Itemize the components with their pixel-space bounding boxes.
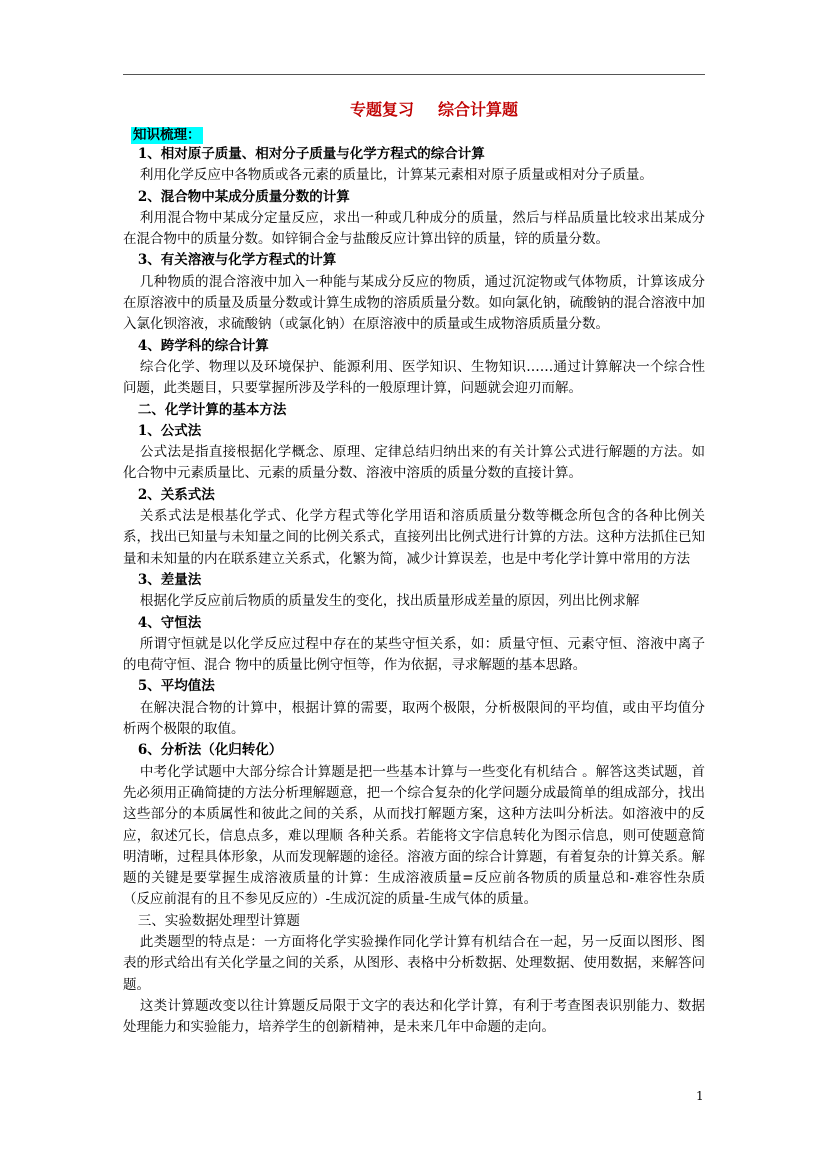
section-heading: 6、分析法（化归转化）: [137, 742, 283, 759]
paragraph: 公式法是指直接根据化学概念、原理、定律总结归纳出来的有关计算公式进行解题的方法。如化合物中元素质量比、元素的质量分数、溶液中溶质的质量分数的直接计算。: [123, 444, 705, 482]
paragraph: 利用化学反应中各物质或各元素的质量比，计算某元素相对原子质量或相对分子质量。: [139, 167, 653, 184]
paragraph: 利用混合物中某成分定量反应，求出一种或几种成分的质量，然后与样品质量比较求出某成分在混合物中的质量分数。如锌铜合金与盐酸反应计算出锌的质量，锌的质量分数。: [123, 209, 705, 248]
header-rule: [123, 74, 705, 75]
knowledge-label: 知识梳理：: [133, 127, 201, 143]
paragraph: 这类计算题改变以往计算题反局限于文字的表达和化学计算，有利于考查图表识别能力、数据处理能力和实验能力，培养学生的创新精神，是未来几年中命题的走向。: [123, 997, 705, 1036]
section-heading: 5、平均值法: [137, 678, 215, 695]
section-heading: 2、关系式法: [137, 486, 215, 503]
paragraph: 所谓守恒就是以化学反应过程中存在的某些守恒关系，如：质量守恒、元素守恒、溶液中离子的电荷守恒、混合 物中的质量比例守恒等，作为依据，寻求解题的基本思路。: [123, 635, 705, 674]
paragraph: 综合化学、物理以及环境保护、能源利用、医学知识、生物知识……通过计算解决一个综合性问题，此类题目，只要掌握所涉及学科的一般原理计算，问题就会迎刃而解。: [123, 358, 705, 397]
paragraph: 此类题型的特点是：一方面将化学实验操作同化学计算有机结合在一起，另一反面以图形、图表的形式给出有关化学量之间的关系，从图形、表格中分析数据、处理数据、使用数据，来解答问题。: [123, 933, 705, 993]
paragraph: 几种物质的混合溶液中加入一种能与某成分反应的物质，通过沉淀物或气体物质，计算该成分在原溶液中的质量及质量分数或计算生成物的溶质质量分数。如向氯化钠，硫酸钠的混合溶液中加入氯化钡溶液，求硫酸钠（或氯化钠）在原溶液中的质量或生成物溶质质量分数。: [123, 273, 705, 333]
section-heading: 3、差量法: [137, 571, 202, 588]
paragraph: 根据化学反应前后物质的质量发生的变化，找出质量形成差量的原因，列出比例求解: [139, 593, 640, 610]
section-heading: 二、化学计算的基本方法: [137, 401, 287, 418]
section-heading: 1、公式法: [137, 422, 202, 439]
section-heading: 4、守恒法: [137, 614, 202, 631]
paragraph: 在解决混合物的计算中，根据计算的需要，取两个极限，分析极限间的平均值，或由平均值分析两个极限的取值。: [123, 699, 705, 738]
page-content: [123, 98, 705, 1038]
section-heading: 三、实验数据处理型计算题: [137, 912, 300, 929]
paragraph: 中考化学试题中大部分综合计算题是把一些基本计算与一些变化有机结合 。解答这类试题，首先必须用正确简捷的方法分析理解题意，把一个综合复杂的化学问题分成最简单的组成部分，找出这些部分的本质属性和彼此之间的关系，从而找打解题方案，这种方法叫分析法。如溶液中的反应，叙述冗长，信息点多，难以理顺 各种关系。若能将文字信息转化为图示信息，则可使题意简明清晰，过程具体形象，从而发现解题的途径。溶液方面的综合计算题，有着复杂的计算关系。解题的关键是要掌握生成溶液质量的计算：生成溶液质量=反应前各物质的质量总和-难容性杂质（反应前混有的且不参见反应的）-生成沉淀的质量-生成气体的质量。: [123, 763, 705, 908]
section-heading: 2、混合物中某成分质量分数的计算: [137, 188, 350, 205]
title-part-2: 综合计算题: [438, 100, 519, 119]
section-heading: 1、相对原子质量、相对分子质量与化学方程式的综合计算: [137, 146, 485, 162]
title-part-1: 专题复习: [349, 100, 414, 119]
page-title: [123, 98, 705, 122]
paragraph: 关系式法是根基化学式、化学方程式等化学用语和溶质质量分数等概念所包含的各种比例关系，找出已知量与未知量之间的比例关系式，直接列出比例式进行计算的方法。这种方法抓住已知量和未知量的内在联系建立关系式，化繁为简，减少计算误差，也是中考化学计算中常用的方法: [123, 508, 705, 567]
page-number: 1: [696, 1089, 704, 1103]
section-heading: 3、有关溶液与化学方程式的计算: [137, 252, 337, 269]
section-heading: 4、跨学科的综合计算: [137, 337, 269, 354]
body-text: [123, 144, 705, 1038]
